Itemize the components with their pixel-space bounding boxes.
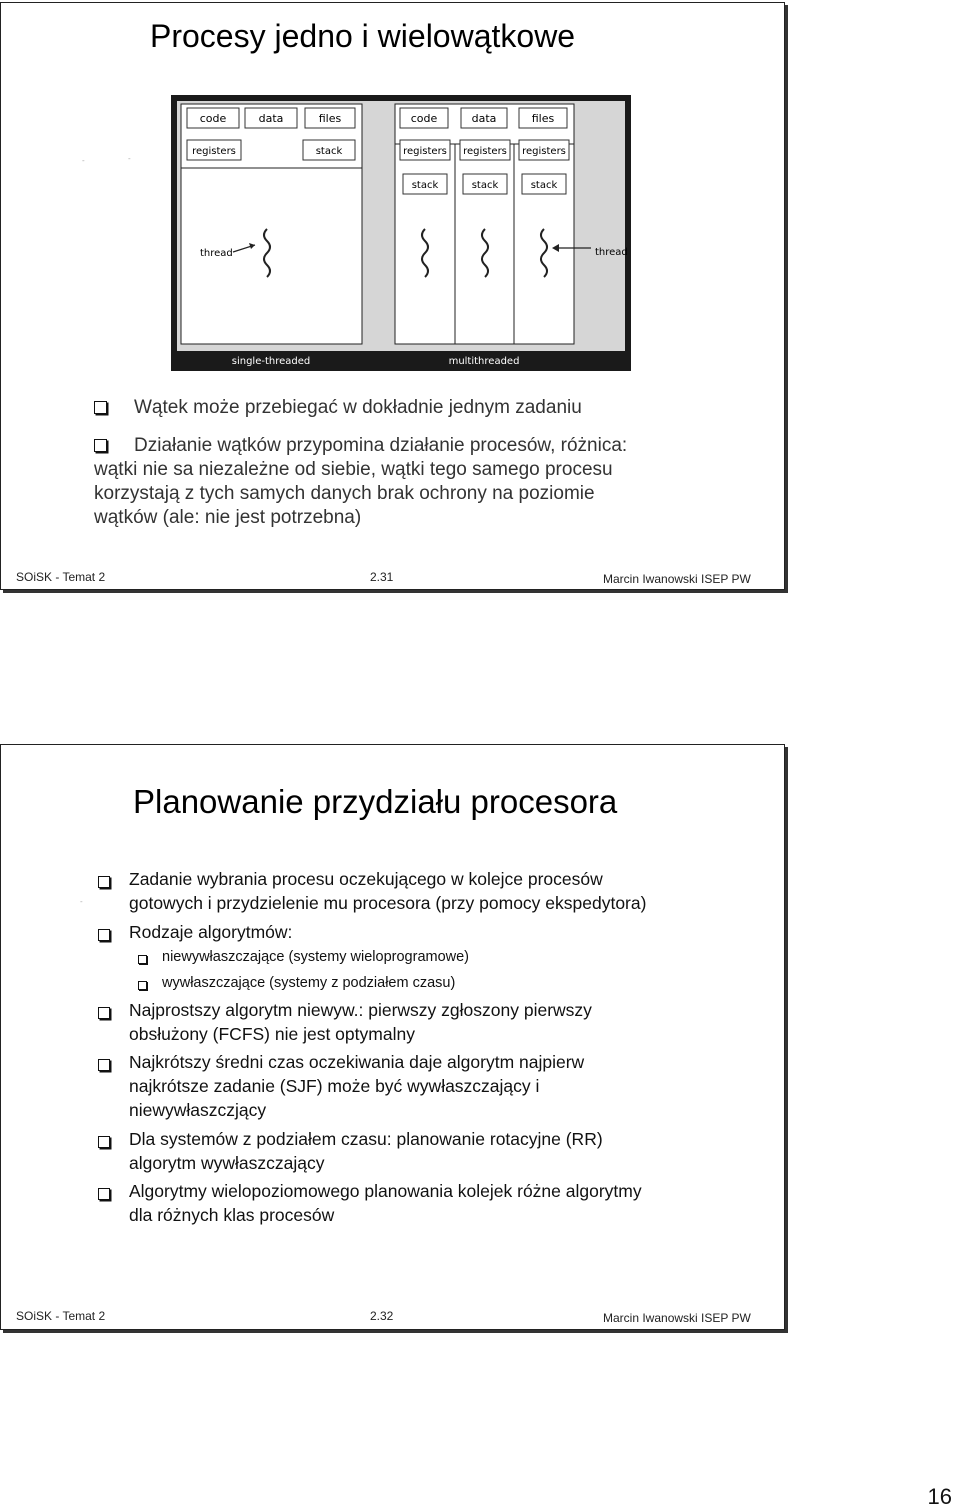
files-box: files	[318, 112, 342, 125]
checkbox-bullet-icon	[98, 1136, 110, 1148]
registers-box: registers	[403, 146, 447, 157]
code-box: code	[199, 112, 227, 125]
checkbox-bullet-icon	[98, 1059, 110, 1071]
slide-title: Planowanie przydziału procesora	[133, 783, 618, 820]
registers-box: registers	[192, 146, 236, 157]
checkbox-bullet-icon	[98, 929, 110, 941]
footer-author: Marcin Iwanowski ISEP PW	[603, 1311, 751, 1325]
checkbox-bullet-icon	[98, 1188, 110, 1200]
thread-label: thread	[200, 248, 233, 259]
checkbox-bullet-icon	[138, 955, 147, 964]
footer-left: SOiSK - Temat 2	[16, 570, 106, 584]
page-number: 16	[927, 1484, 952, 1509]
multithreaded-caption: multithreaded	[448, 356, 520, 367]
thread-diagram	[171, 95, 631, 371]
checkbox-bullet-icon	[94, 439, 107, 452]
registers-box: registers	[463, 146, 507, 157]
single-threaded-process	[181, 104, 362, 344]
stray-mark: -	[80, 897, 83, 906]
checkbox-bullet-icon	[98, 1007, 110, 1019]
stray-mark: -	[128, 154, 131, 163]
thread-label: thread	[595, 247, 628, 258]
slide-title: Procesy jedno i wielowątkowe	[150, 18, 576, 54]
stray-mark: -	[82, 156, 85, 165]
footer-slide-number: 2.31	[370, 570, 394, 584]
checkbox-bullet-icon	[98, 876, 110, 888]
checkbox-bullet-icon	[138, 981, 147, 990]
stack-box: stack	[471, 180, 499, 191]
slide2-bullets: Zadanie wybrania procesu oczekującego w kolejce procesów gotowych i przydzielenie mu procesora (przy pomocy ekspedytora) Rodzaje algorytmów: niewywłaszczające (systemy wieloprogramowe) wywłaszczające (systemy z podziałem czasu) Najprostszy algorytm niewyw.: pierwszy zgłoszony pierwszy obsłużony (FCFS) nie jest optymalny Najkrótszy średni czas oczekiwania daje algorytm najpierw najkrótsze zadanie (SJF) może być wywłaszczający i niewywłaszczjący Dla systemów z podziałem czasu: planowanie rotacyjne (RR) algorytm wywłaszczający Algorytmy wielopoziomowego planowania kolejek różne algorytmy dla różnych klas procesów	[98, 869, 778, 1249]
footer-left: SOiSK - Temat 2	[16, 1309, 106, 1323]
registers-box: registers	[522, 146, 566, 157]
single-threaded-caption: single-threaded	[231, 356, 311, 367]
stack-box: stack	[411, 180, 439, 191]
footer-slide-number: 2.32	[370, 1309, 394, 1323]
footer-author: Marcin Iwanowski ISEP PW	[603, 572, 751, 586]
data-box: data	[258, 112, 284, 125]
stack-box: stack	[530, 180, 558, 191]
code-box: code	[410, 112, 438, 125]
files-box: files	[531, 112, 555, 125]
checkbox-bullet-icon	[94, 401, 107, 414]
data-box: data	[471, 112, 497, 125]
stack-box: stack	[315, 146, 343, 157]
